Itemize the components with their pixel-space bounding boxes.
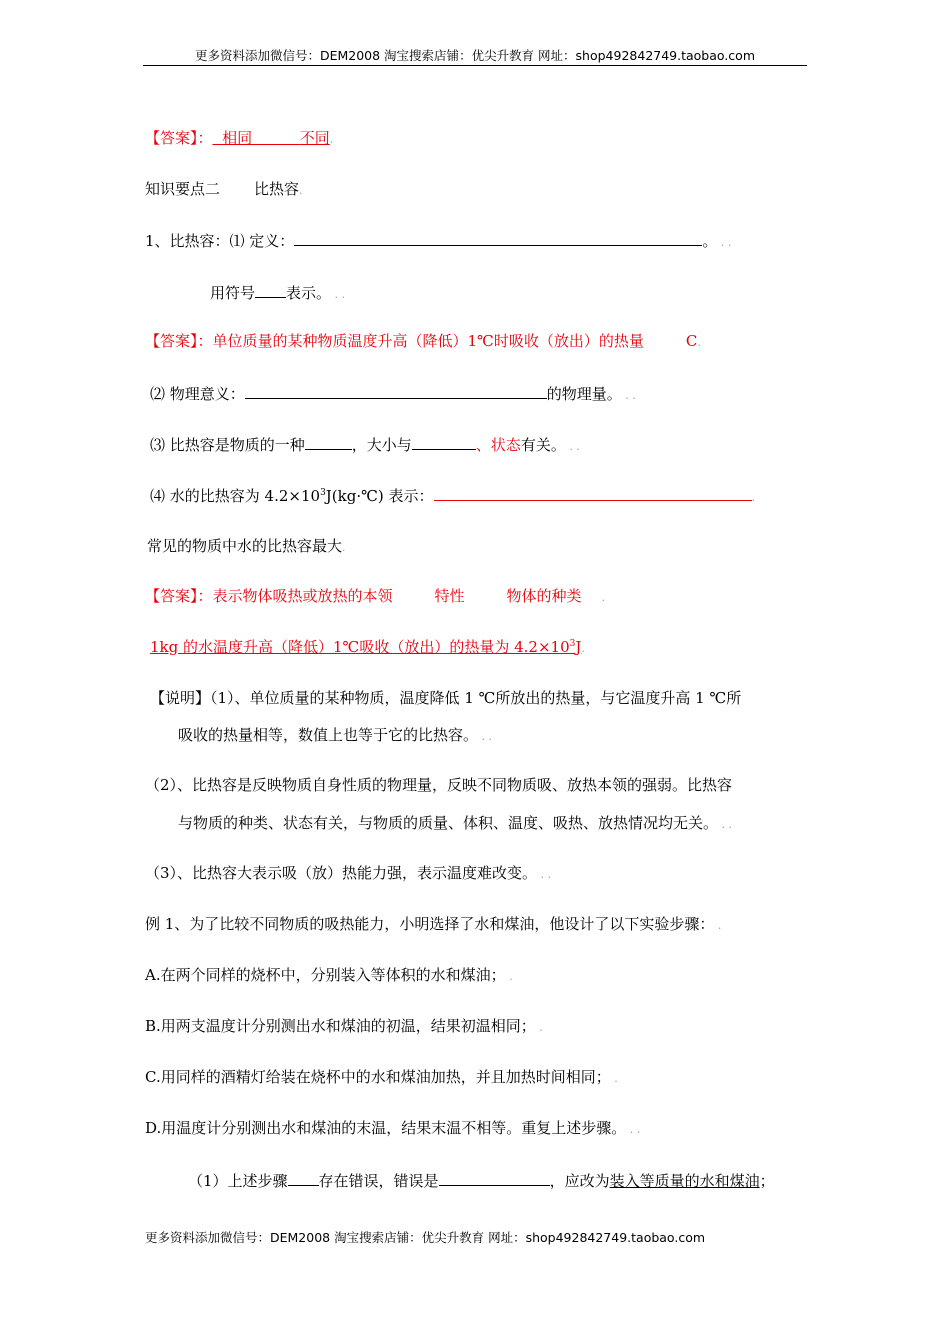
blank-meaning	[245, 382, 547, 399]
blank-property	[305, 433, 352, 450]
explain-2a: （2）、比热容是反映物质自身性质的物理量，反映不同物质吸、放热本领的强弱。比热容	[145, 776, 733, 794]
question-2-meaning: ⑵ 物理意义： 的物理量。 . .	[150, 382, 636, 406]
page-header: 更多资料添加微信号：DEM2008 淘宝搜索店铺：优尖升教育 网址：shop492842749.taobao.com	[194, 48, 756, 63]
example-intro: 例 1、为了比较不同物质的吸热能力，小明选择了水和煤油，他设计了以下实验步骤： .	[145, 915, 722, 933]
example-step-a: A.在两个同样的烧杯中，分别装入等体积的水和煤油； .	[145, 966, 513, 984]
answer-line-1: 【答案】： 相同 不同.	[145, 129, 334, 147]
example-question-1: （1）上述步骤 存在错误，错误是 ，应改为装入等质量的水和煤油；	[188, 1169, 775, 1191]
blank-symbol	[255, 281, 286, 298]
common-note: 常见的物质中水的比热容最大.	[147, 537, 346, 555]
explain-1b: 吸收的热量相等，数值上也等于它的比热容。 . .	[178, 726, 493, 744]
answer-line-3: 【答案】：表示物体吸热或放热的本领 特性 物体的种类 .	[145, 587, 606, 605]
answer-line-3b: 1kg 的水温度升高（降低）1℃吸收（放出）的热量为 $4.2\times 10^3J$.	[150, 638, 585, 656]
header-divider	[143, 65, 807, 66]
blank-factor	[412, 433, 476, 450]
answer-line-2: 【答案】：单位质量的某种物质温度升高（降低）1℃时吸收（放出）的热量 C.	[145, 332, 701, 350]
explain-2b: 与物质的种类、状态有关，与物质的质量、体积、温度、吸热、放热情况均无关。 . .	[178, 814, 733, 832]
question-1-definition: 1、比热容：⑴ 定义： 。 . .	[145, 229, 731, 253]
blank-step	[288, 1169, 319, 1186]
example-step-d: D.用温度计分别测出水和煤油的末温，结果末温不相等。重复上述步骤。 . .	[145, 1119, 641, 1137]
example-step-c: C.用同样的酒精灯给装在烧杯中的水和煤油加热，并且加热时间相同； .	[145, 1068, 618, 1086]
question-3-property: ⑶ 比热容是物质的一种 ，大小与 、状态有关。 . .	[150, 433, 580, 457]
question-4-water: ⑷ 水的比热容为 $4.2\times 10^3J(kg\cdot℃)$ 表示： .	[150, 484, 755, 508]
page-footer: 更多资料添加微信号：DEM2008 淘宝搜索店铺：优尖升教育 网址：shop492842749.taobao.com	[145, 1230, 706, 1245]
blank-error	[439, 1169, 550, 1186]
blank-water-meaning	[434, 484, 752, 501]
blank-definition	[294, 229, 702, 246]
example-step-b: B.用两支温度计分别测出水和煤油的初温，结果初温相同； .	[145, 1017, 543, 1035]
explain-3: （3）、比热容大表示吸（放）热能力强，表示温度难改变。 . .	[145, 864, 552, 882]
answer-label: 【答案】：	[145, 129, 213, 147]
answer-fill-1: 相同 不同	[222, 129, 330, 147]
section-title: 知识要点二 比热容.	[145, 180, 303, 198]
explain-1a: 【说明】（1）、单位质量的某种物质，温度降低 1 ℃所放出的热量，与它温度升高 1 ℃所	[150, 689, 742, 707]
question-1-symbol: 用符号 表示。 . .	[210, 281, 345, 305]
